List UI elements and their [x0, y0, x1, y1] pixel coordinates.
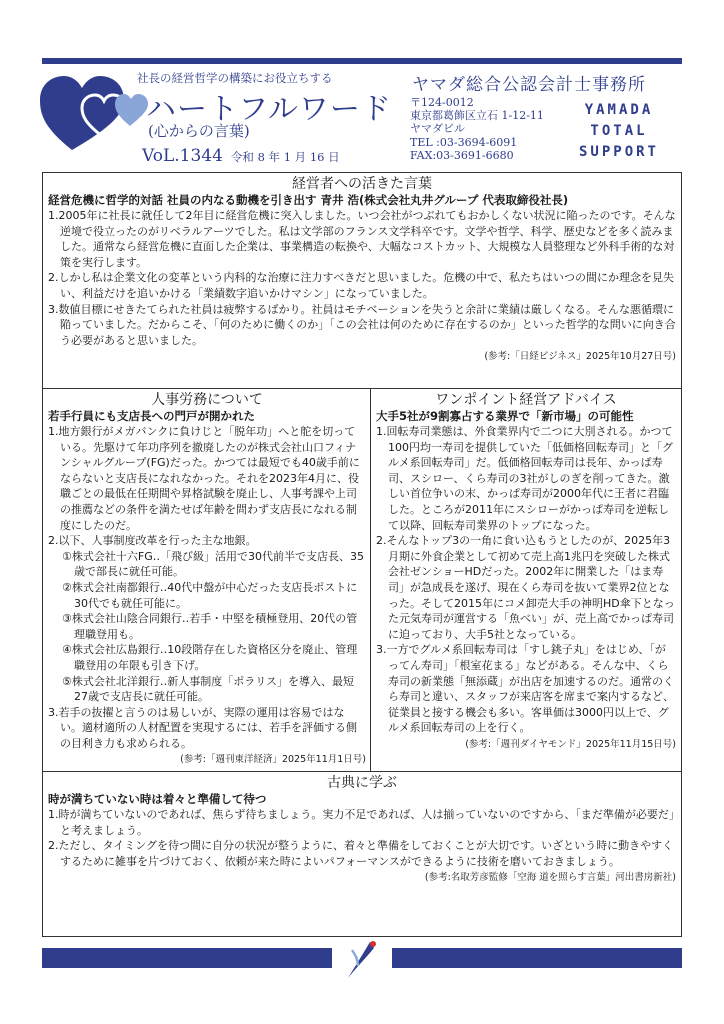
footer-bar-right	[392, 948, 682, 968]
section-business-advice	[370, 388, 682, 772]
paragraph: 2.そんなトップ3の一角に食い込もうとしたのが、2025年3月期に外食企業として初めて売上高1兆円を突破した株式会社ゼンショーHDだった。2002年に開業した「はま寿司」が急成長を遂げ、現在くら寿司を抜いて業界2位となった。そして2015年にコメ卸売大手の神明HD傘下となった元気寿司が運営する「魚べい」が、売上高でかっぱ寿司に迫っており、大手5社となっている。	[376, 534, 675, 641]
newsletter-subtitle: (心からの言葉)	[148, 122, 250, 140]
slogan	[564, 100, 674, 163]
paragraph: 3.一方でグルメ系回転寿司は「すし銚子丸」をはじめ、「がってん寿司」「根室花まる」などがある。そんな中、くら寿司の新業態「無添蔵」が出店を加速するのだ。通常のくら寿司と違い、スタッフが来店客を席まで案内するなど、従業員と接する機会も多い。客単価は3000円以上で、グルメ系回転寿司の上を行く。	[376, 643, 674, 735]
slogan-line: TOTAL	[590, 123, 648, 139]
bank-list-item: ③株式会社山陰合同銀行‥若手・中堅を積極登用、20代の管理職登用も。	[62, 612, 358, 641]
newsletter-title: ハートフルワード	[146, 92, 392, 127]
bank-list-item: ⑤株式会社北洋銀行‥新人事制度「ポラリス」を導入、最短27歳で支店長に就任可能。	[62, 674, 354, 704]
bank-list-item: ④株式会社広島銀行‥10段階存在した資格区分を廃止、管理職登用の年限も引き下げ。	[62, 643, 358, 672]
section-headline: 経営危機に哲学的対話 社員の内なる動機を引き出す 青井 浩(株式会社丸井グループ 代表取締役社長)	[48, 193, 569, 207]
section-title: 人事労務について	[151, 392, 263, 408]
firm-logo-icon	[340, 938, 384, 982]
paragraph: 2.しかし私は企業文化の変革という内科的な治療に注力すべきだと思いました。危機の中で、私たちはいつの間にか理念を見失い、利益だけを追いかける「業績数字追いかけマシン」になっていました。	[48, 271, 675, 300]
citation: (参考:「週刊東洋経済」2025年11月1日号)	[180, 754, 366, 766]
footer-bar-left	[42, 948, 332, 968]
fax-number: FAX:03-3691-6680	[410, 148, 514, 162]
firm-name: ヤマダ総合公認会計士事務所	[412, 75, 646, 95]
section-hr	[42, 388, 371, 772]
section-headline: 大手5社が9割寡占する業界で「新市場」の可能性	[376, 409, 634, 423]
citation: (参考:「日経ビジネス」2025年10月27日号)	[484, 351, 676, 363]
section-title: 経営者への活きた言葉	[292, 176, 432, 192]
building-name: ヤマダビル	[410, 122, 465, 136]
postal-code: 〒124-0012	[410, 96, 474, 109]
paragraph: 2.以下、人事制度改革を行った主な地銀。	[48, 534, 257, 548]
section-classics	[42, 771, 682, 937]
paragraph: 2.ただし、タイミングを待つ間に自分の状況が整うように、着々と準備をしておくことが大切です。いざという時に動きやすくするために雑事を片づけておく、依頼が来た時によいパフォーマンスができるように技術を磨いておきましょう。	[48, 839, 674, 868]
phone-number: TEL :03-3694-6091	[410, 135, 518, 149]
section-executive-words	[42, 172, 682, 389]
street-address: 東京都葛飾区立石 1-12-11	[410, 109, 544, 123]
top-rule	[42, 58, 682, 64]
citation: (参考:名取芳彦監修「空海 道を照らす言葉」河出書房新社)	[424, 872, 676, 884]
firm-address	[410, 96, 544, 162]
issue-volume: VoL.1344	[142, 146, 223, 166]
paragraph: 1.2005年に社長に就任して2年目に経営危機に突入しました。いつ会社がつぶれてもおかしくない状況に陥ったのです。そんな逆境で役立ったのがリベラルアーツでした。私は文学部のフランス文学科卒です。文学や哲学、科学、歴史などを多く読みました。通常なら経営危機に直面した企業は、事業構造の転換や、大幅なコストカット、大規模な人員整理など外科手術的な対策を実行します。	[48, 209, 676, 269]
section-headline: 時が満ちていない時は着々と準備して待つ	[48, 792, 267, 806]
slogan-line: YAMADA	[584, 102, 654, 118]
paragraph: 1.時が満ちていないのであれば、焦らず待ちましょう。実力不足であれば、人は揃っていないのですから、「まだ準備が必要だ」と考えましょう。	[48, 808, 675, 837]
section-title: ワンポイント経営アドバイス	[435, 392, 617, 408]
tagline: 社長の経営哲学の構築にお役立ちする	[137, 71, 333, 85]
slogan-line: SUPPORT	[578, 144, 659, 160]
paragraph: 3.若手の抜擢と言うのは易しいが、実際の運用は容易ではない。適材適所の人材配置を実現するには、若手を評価する側の目利き力も求められる。	[48, 705, 357, 750]
paragraph: 1.回転寿司業態は、外食業界内で二つに大別される。かつて100円均一寿司を提供していた「低価格回転寿司」と「グルメ系回転寿司」だ。低価格回転寿司は長年、かっぱ寿司、スシロー、くら寿司の3社がしのぎを削ってきた。激しい首位争いの末、かっぱ寿司が2000年代に王者に君臨した。ところが2011年にスシローがかっぱ寿司を逆転して以降、回転寿司業界のトップになった。	[376, 425, 673, 532]
issue-date: 令和 8 年 1 月 16 日	[230, 150, 340, 164]
bank-list-item: ①株式会社十六FG‥「飛び級」活用で30代前半で支店長、35歳で部長に就任可能。	[62, 549, 365, 579]
bank-list-item: ②株式会社南都銀行‥40代中盤が中心だった支店長ポストに30代でも就任可能に。	[62, 580, 358, 610]
section-title: 古典に学ぶ	[327, 775, 397, 791]
issue-info	[142, 146, 340, 166]
section-headline: 若手行員にも支店長への門戸が開かれた	[48, 409, 255, 423]
citation: (参考:「週刊ダイヤモンド」2025年11月15日号)	[465, 738, 676, 750]
paragraph: 1.地方銀行がメガバンクに負けじと「脱年功」へと舵を切っている。先駆けて年功序列を撤廃したのが株式会社山口フィナンシャルグループ(FG)だった。かつては最短でも40歳手前にならないと支店長になれなかった。それを2023年4月に、役職ごとの最低在任期間や昇格試験を廃止し、人事考課や上司の推薦などの条件を満たせば年齢を問わず支店長になれる制度にしたのだ。	[48, 425, 360, 532]
paragraph: 3.数値目標にせきたてられた社員は疲弊するばかり。社員はモチベーションを失うと余計に業績は厳しくなる。そんな悪循環に陥っていました。だからこそ、「何のために働くのか」「この会社は何のために存在するのか」といった哲学的な問いに向き合う必要があると思いました。	[48, 302, 676, 347]
